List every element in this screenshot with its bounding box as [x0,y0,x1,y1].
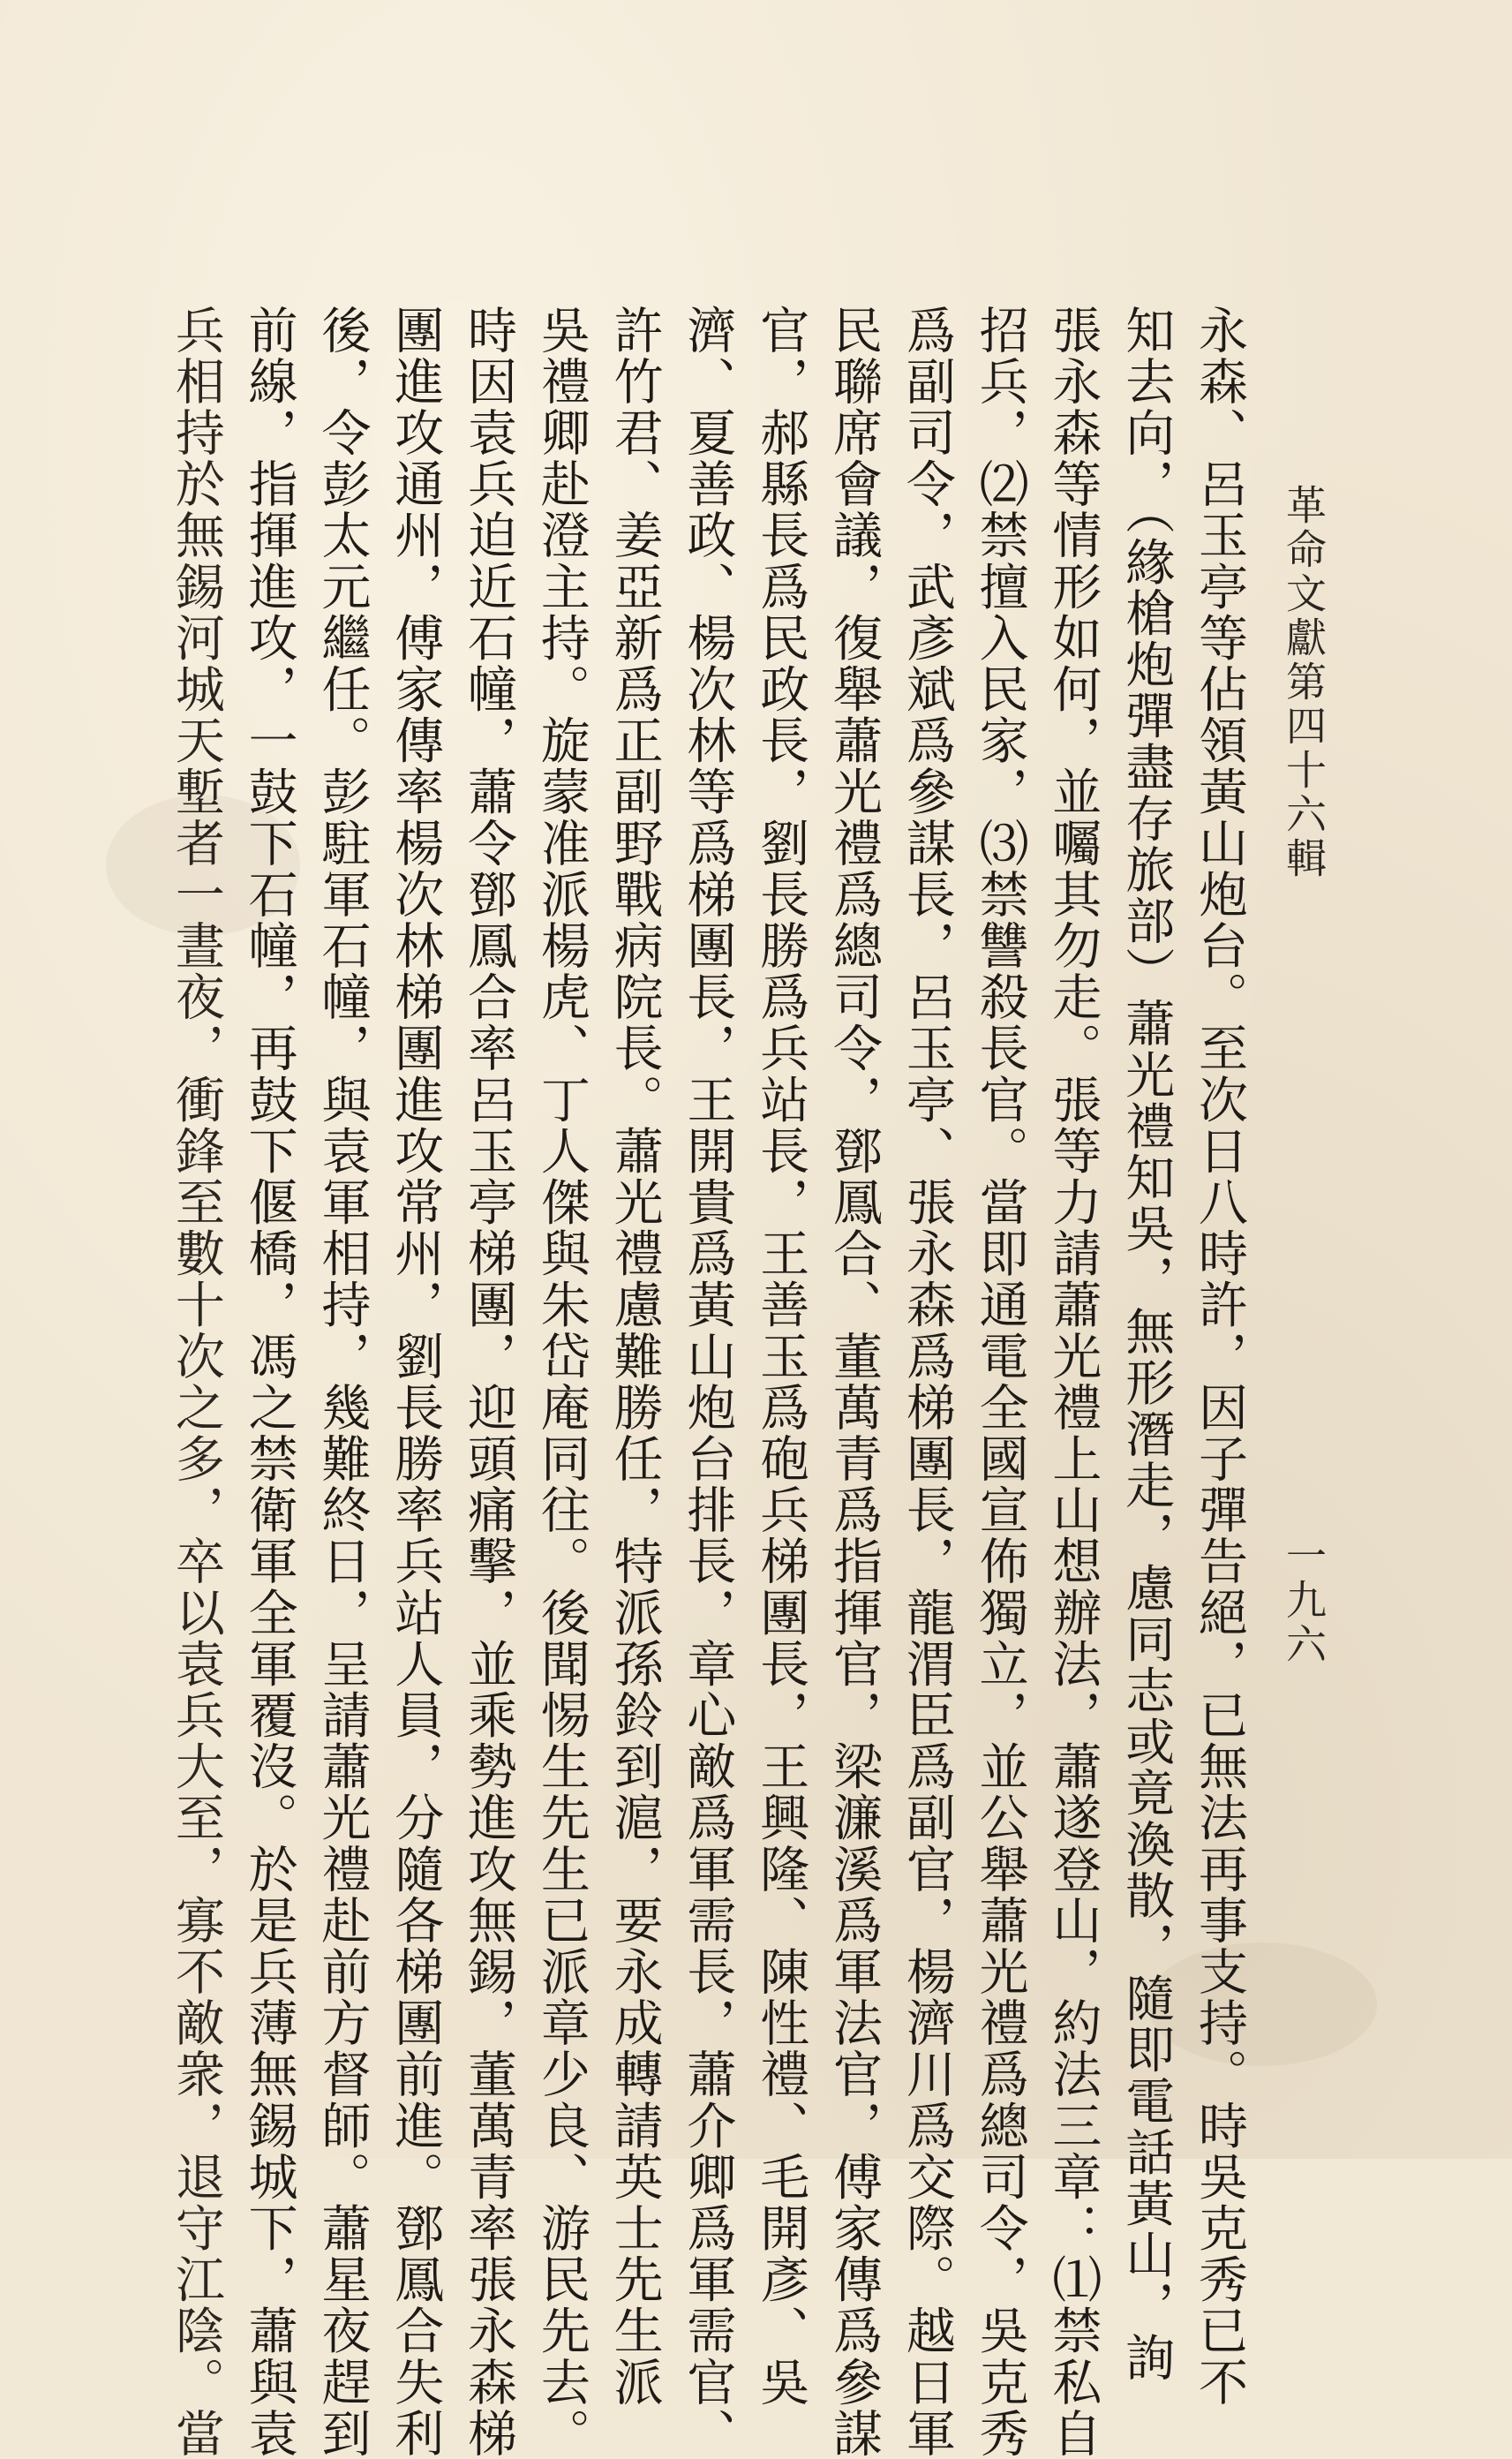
text-column: 張永森等情形如何，並囑其勿走。張等力請蕭光禮上山想辦法，蕭遂登山，約法三章：⑴禁私自 [1044,305,1102,2459]
text-column: 許竹君、姜亞新爲正副野戰病院長。蕭光禮慮難勝任，特派孫鈴到滬，要永成轉請英士先生派 [606,305,664,2409]
text-column: 民聯席會議，復舉蕭光禮爲總司令，鄧鳳合、董萬青爲指揮官，梁濂溪爲軍法官，傅家傳爲參謀 [825,305,884,2459]
text-column: 濟、夏善政、楊次林等爲梯團長，王開貴爲黃山炮台排長，章心敵爲軍需長，蕭介卿爲軍需官、 [679,305,737,2459]
text-column: 知去向，（緣槍炮彈盡存旅部）蕭光禮知吳，無形潛走，慮同志或竟渙散，隨即電話黃山，詢 [1117,305,1176,2384]
text-column: 吳禮卿赴澄主持。旋蒙准派楊虎、丁人傑與朱岱庵同往。後聞惕生先生已派章少良、游民先去。 [532,305,591,2459]
text-column: 永森、呂玉亭等佔領黃山炮台。至次日八時許，因子彈告絕，已無法再事支持。時吳克秀已不 [1191,305,1248,2409]
text-column: 前線，指揮進攻，一鼓下石幢，再鼓下偃橋，馮之禁衛軍全軍覆沒。於是兵薄無錫城下，蕭與袁 [240,305,298,2459]
text-column: 兵相持於無錫河城天塹者一晝夜，衝鋒至數十次之多，卒以袁兵大至，寡不敵衆，退守江陰。當 [167,305,225,2459]
page-number: 一九六 [1280,1535,1328,1667]
text-column: 後，令彭太元繼任。彭駐軍石幢，與袁軍相持，幾難終日，呈請蕭光禮赴前方督師。蕭星夜趕到 [313,305,372,2459]
body-text [167,305,1255,2459]
text-column: 團進攻通州，傅家傳率楊次林梯團進攻常州，劉長勝率兵站人員，分隨各梯團前進。鄧鳳合失利 [387,305,445,2459]
text-column: 時因袁兵迫近石幢，蕭令鄧鳳合率呂玉亭梯團，迎頭痛擊，並乘勢進攻無錫，董萬青率張永森梯 [460,305,518,2459]
text-column: 爲副司令，武彥斌爲參謀長，呂玉亭、張永森爲梯團長，龍渭臣爲副官，楊濟川爲交際。越日軍 [898,305,956,2459]
running-header-title: 革命文獻第四十六輯 [1280,484,1328,881]
text-column: 官，郝縣長爲民政長，劉長勝爲兵站長，王善玉爲砲兵梯團長，王興隆、陳性禮、毛開彥、吳 [752,305,810,2409]
text-column: 招兵，⑵禁擅入民家，⑶禁讐殺長官。當即通電全國宣佈獨立，並公舉蕭光禮爲總司令，吳克秀 [971,305,1029,2459]
